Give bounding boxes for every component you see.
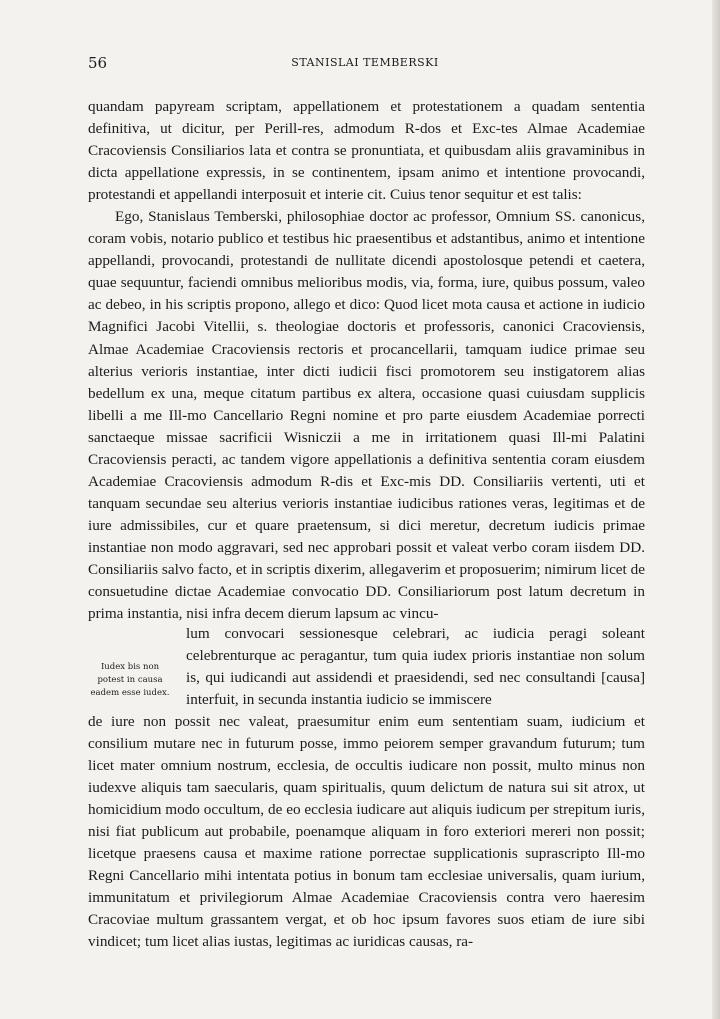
text-block-lower: [88, 711, 645, 954]
text-block-upper: [88, 96, 645, 625]
page-header: [88, 54, 642, 74]
margin-note: [84, 661, 176, 700]
page-edge: [712, 0, 720, 1019]
running-head: STANISLAI TEMBERSKI: [291, 56, 439, 69]
page-number: 56: [88, 54, 108, 72]
beside-note-paragraph: lum convocari sessionesque celebrari, ac iudicia peragi soleant celebrenturque ac peragantur, tum quia iudex prioris instantiae non solum is, qui iudicandi aut assidendi et praesidendi, sed nec consultandi [causa] interfuit, in secunda instantia iudicio se immiscere: [186, 625, 645, 709]
text-block-beside-note: [186, 623, 645, 711]
margin-note-line: eadem esse iudex.: [90, 688, 170, 698]
margin-note-line: potest in causa: [97, 675, 163, 685]
continuation-paragraph: de iure non possit nec valeat, praesumitur enim eum sententiam suam, iudicium et consilium mutare nec in futurum posse, immo peiorem semper gravandum futurum; tum licet mater omnium nostrum, ecclesia, de occultis iudicare non possit, multo minus non iudexve aliquis tam saecularis, quam spiritualis, quum delictum de natura sui sit atrox, ut homicidium modo occultum, de eo ecclesia iudicare aut aliquis iudicum per strepitum iuris, nisi fiat publicum aut probabile, poenamque aliquam in foro exteriori mereri non possit; licetque praesens causa et maxime ratione porrectae supplicationis suprascripto Ill-mo Regni Cancellario mihi intentata potius in bonum tam ecclesiae universalis, quam iurium, immunitatum et privilegiorum Almae Academiae Cracoviensis contra vero haeresim Cracoviae multum grassantem vergat, et ob hoc ipsum favores suos etiam de iure sibi vindicet; tum licet alias iustas, legitimas ac iuridicas causas, ra-: [88, 713, 645, 951]
main-paragraph: Ego, Stanislaus Temberski, philosophiae doctor ac professor, Omnium SS. canonicus, coram vobis, notario publico et testibus hic praesentibus et adstantibus, animo et intentione appellandi, provocandi, protestandi de nullitate dicendi apostolosque petendi et caetera, quae sequuntur, faciendi omnibus melioribus modis, via, forma, iure, quibus possum, valeo ac debeo, in his scriptis propono, allego et dico: Quod licet mota causa et actione in iudicio Magnifici Jacobi Vitellii, s. theologiae doctoris et professoris, canonici Cracoviensis, Almae Academiae Cracoviensis rectoris et procancellarii, tamquam iudice primae seu alterius verioris instantiae, inter dicti iudicii fisci promotorem seu instigatorem alias bedellum ex una, meque citatum partibus ex altera, occasione quasi cuiusdam supplicis libelli a me Ill-mo Cancellario Regni nomine et pro parte eiusdem Academiae porrecti sanctaeque missae sacrificii Wisniczii a me in irritationem quasi Ill-mi Palatini Cracoviensis peracti, ac tandem vigore appellationis a definitiva sententia coram eiusdem Academiae Cracoviensis admodum R-dis et Exc-mis DD. Consiliariis vertenti, uti et tanquam secundae seu alterius verioris instantiae iudicibus rationes veras, legitimas et de iure admissibiles, cur et quare praetensum, si dici meretur, decretum iudicis primae instantiae non modo aggravari, sed nec approbari possit et valeat verbo coram iisdem DD. Consiliariis salvo facto, et in scriptis dixerim, allegaverim et proposuerim; nimirum licet de consuetudine dictae Academiae convocatio DD. Consiliariorum post latum decretum in prima instantia, nisi infra decem dierum lapsum ac vincu-: [88, 208, 645, 623]
margin-note-line: Iudex bis non: [100, 662, 160, 672]
intro-paragraph: quandam papyream scriptam, appellationem et protestationem a quadam sententia definitiva, ut dicitur, per Perill-res, admodum R-dos et Exc-tes Almae Academiae Cracoviensis Consiliarios lata et contra se pronuntiata, et quibusdam aliis gravaminibus in dicta appellatione expressis, in se continentem, ipsam animo et intentione provocandi, protestandi et appellandi interposuit et interie cit. Cuius tenor sequitur et est talis:: [88, 98, 645, 204]
